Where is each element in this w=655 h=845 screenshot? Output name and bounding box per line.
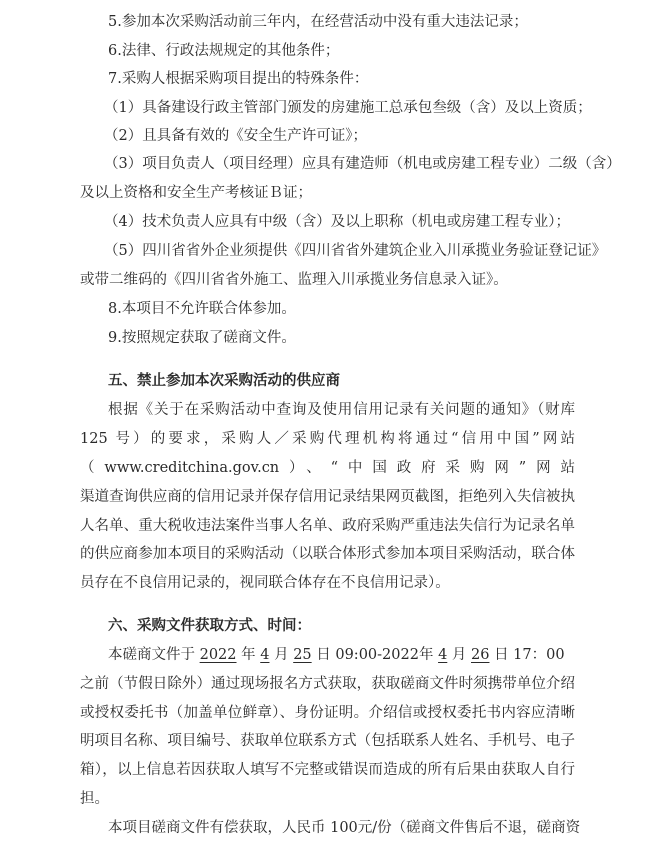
section-6-line: 担。: [80, 791, 109, 807]
section-5-line: 员存在不良信用记录的，视同联合体存在不良信用记录）。: [80, 575, 450, 591]
section-5-line: 根据《关于在采购活动中查询及使用信用记录有关问题的通知》（财库: [108, 402, 575, 418]
section-6-last-line: 本项目磋商文件有偿获取，人民币 100元/份（磋商文件售后不退，磋商资: [108, 820, 581, 836]
section-6-heading: 六、采购文件获取方式、时间：: [108, 618, 311, 634]
item-7-5-cont: 或带二维码的《四川省省外施工、监理入川承揽业务信息录入证》。: [80, 272, 508, 288]
end-time: 日 17：00: [494, 647, 565, 663]
item-7-3: （3）项目负责人（项目经理）应具有建造师（机电或房建工程专业）二级（含）: [104, 156, 621, 172]
start-month: 4: [260, 647, 270, 663]
item-6: 6.法律、行政法规规定的其他条件；: [108, 43, 340, 59]
start-day: 25: [293, 647, 312, 663]
section-6-line: 明项目名称、项目编号、获取单位联系方式（包括联系人姓名、手机号、电子: [80, 733, 575, 749]
section-5-line: 的供应商参加本项目的采购活动（以联合体形式参加本项目采购活动，联合体: [80, 546, 575, 562]
month-suffix: 月: [274, 647, 289, 663]
section-5-line: （www.creditchina.gov.cn）、“中国政府采购网”网站: [80, 460, 575, 476]
end-day: 26: [471, 647, 490, 663]
section-6-line: 之前（节假日除外）通过现场报名方式获取，获取磋商文件时须携带单位介绍: [80, 676, 575, 692]
item-7: 7.采购人根据采购项目提出的特殊条件：: [108, 71, 369, 87]
end-month-suffix: 月: [451, 647, 467, 663]
year-suffix: 年: [241, 647, 256, 663]
item-7-4: （4）技术负责人应具有中级（含）及以上职称（机电或房建工程专业）；: [104, 214, 570, 230]
item-7-2: （2）且具备有效的《安全生产许可证》；: [104, 128, 367, 144]
date-prefix: 本磋商文件于: [108, 647, 195, 663]
item-7-3-cont: 及以上资格和安全生产考核证Ｂ证；: [80, 185, 312, 201]
section-5-heading: 五、禁止参加本次采购活动的供应商: [108, 373, 340, 389]
item-5: 5.参加本次采购活动前三年内，在经营活动中没有重大违法记录；: [108, 14, 528, 30]
start-year: 2022: [199, 647, 237, 663]
item-7-1: （1）具备建设行政主管部门颁发的房建施工总承包叁级（含）及以上资质；: [104, 100, 592, 116]
end-month: 4: [438, 647, 448, 663]
section-5-line: 125 号）的要求，采购人／采购代理机构将通过“信用中国”网站: [80, 431, 575, 447]
section-6-first-line: [108, 645, 575, 665]
section-5-line: 人名单、重大税收违法案件当事人名单、政府采购严重违法失信行为记录名单: [80, 518, 575, 534]
item-9: 9.按照规定获取了磋商文件。: [108, 330, 296, 346]
start-time: 日 09:00-2022年: [316, 647, 434, 663]
section-5-line: 渠道查询供应商的信用记录并保存信用记录结果网页截图，拒绝列入失信被执: [80, 489, 575, 505]
item-7-5: （5）四川省省外企业须提供《四川省省外建筑企业入川承揽业务验证登记证》: [104, 243, 607, 259]
section-6-line: 箱），以上信息若因获取人填写不完整或错误而造成的所有后果由获取人自行: [80, 762, 575, 778]
section-6-line: 或授权委托书（加盖单位鲜章）、身份证明。介绍信或授权委托书内容应清晰: [80, 705, 575, 721]
item-8: 8.本项目不允许联合体参加。: [108, 301, 296, 317]
